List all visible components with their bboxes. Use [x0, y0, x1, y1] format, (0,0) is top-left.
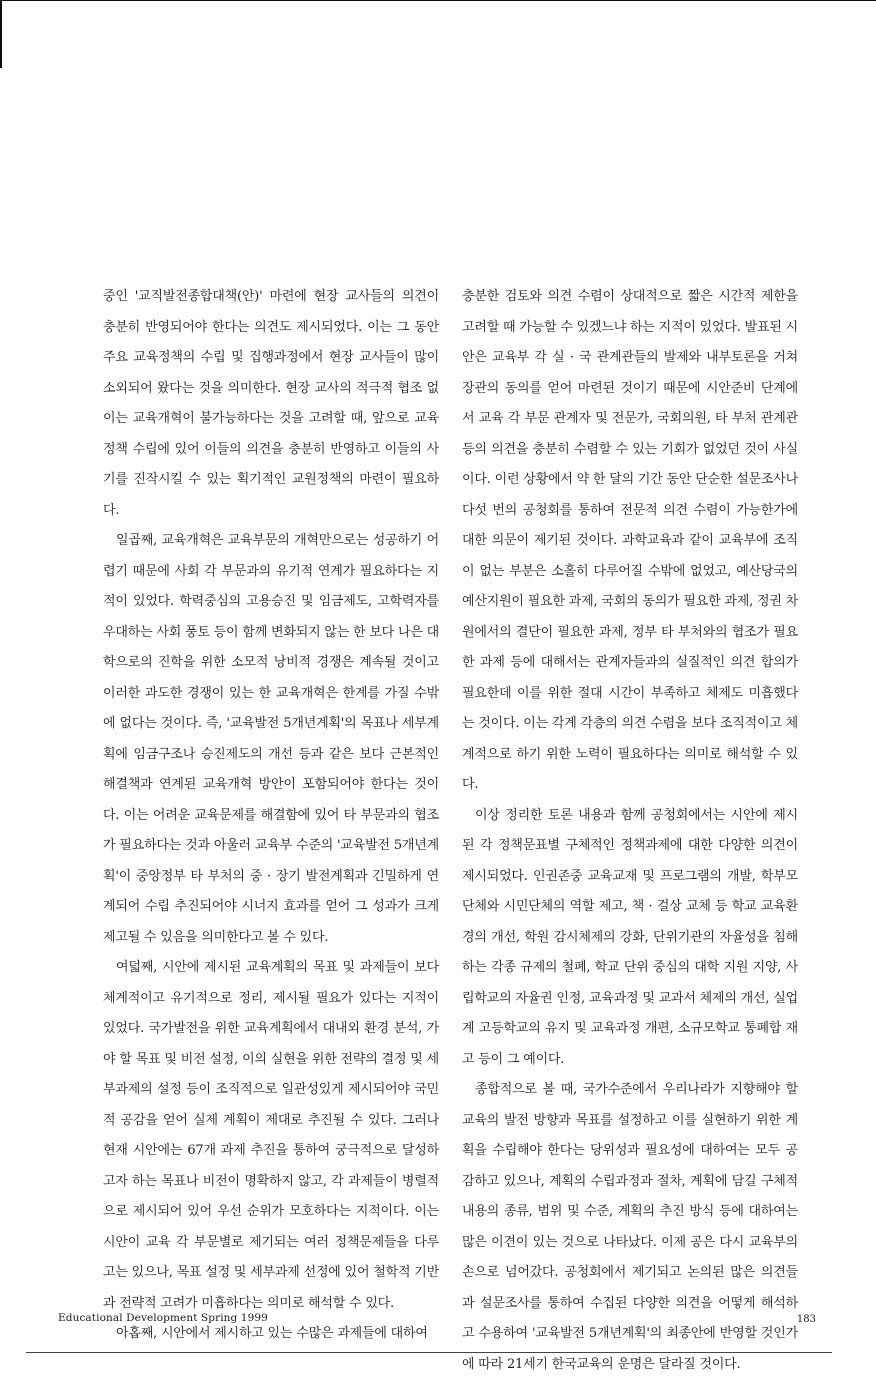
footer-rule: [26, 1352, 832, 1353]
page-left-border: [0, 0, 2, 68]
footer-journal-title: Educational Development Spring 1999: [58, 1312, 268, 1324]
left-column: [103, 282, 439, 1350]
left-paragraph-1: 중인 '교직발전종합대책(안)' 마련에 현장 교사들의 의견이 충분히 반영되어야 한다는 의견도 제시되었다. 이는 그 동안 주요 교육정책의 수립 및 집행과정에서 현장 교사들이 많이 소외되어 왔다는 것을 의미한다. 현장 교사의 적극적 협조 없이는 교육개혁이 불가능하다는 것을 고려할 때, 앞으로 교육 정책 수립에 있어 이들의 의견을 충분히 반영하고 이들의 사기를 진작시킬 수 있는 획기적인 교원정책의 마련이 필요하다.: [103, 289, 439, 518]
right-paragraph-2: 이상 정리한 토론 내용과 함께 공청회에서는 시안에 제시된 각 정책문표별 구체적인 정책과제에 대한 다양한 의견이 제시되었다. 인권존중 교육교재 및 프로그램의 개발, 학부모단체와 시민단체의 역할 제고, 책 · 걸상 교체 등 학교 교육환경의 개선, 학원 감시체제의 강화, 단위기관의 자율성을 침해하는 각종 규제의 철폐, 학교 단위 중심의 대학 지원 지양, 사립학교의 자율권 인정, 교육과정 및 교과서 체제의 개선, 실업계 고등학교의 유지 및 교육과정 개편, 소규모학교 통폐합 재고 등이 그 예이다.: [462, 807, 798, 1067]
page-number: 183: [796, 1314, 816, 1325]
left-paragraph-2: 일곱째, 교육개혁은 교육부문의 개혁만으로는 성공하기 어렵기 때문에 사회 각 부문과의 유기적 연계가 필요하다는 지적이 있었다. 학력중심의 고용승진 및 임금제도, 고학력자를 우대하는 사회 풍토 등이 함께 변화되지 않는 한 보다 나은 대학으로의 진학을 위한 소모적 낭비적 경쟁은 계속될 것이고 이러한 과도한 경쟁이 있는 한 교육개혁은 한계를 가질 수밖에 없다는 것이다. 즉, '교육발전 5개년계획'의 목표나 세부계획에 임금구조나 승진제도의 개선 등과 같은 보다 근본적인 해결책과 연계된 교육개혁 방안이 포함되어야 한다는 것이다. 이는 어려운 교육문제를 해결함에 있어 타 부문과의 협조가 필요하다는 것과 아울러 교육부 수준의 '교육발전 5개년계획'이 중앙정부 타 부처의 중 · 장기 발전계획과 긴밀하게 연계되어 수립 추진되어야 시너지 효과를 얻어 그 성과가 크게 제고될 수 있음을 의미한다고 볼 수 있다.: [103, 533, 439, 945]
right-paragraph-1: 충분한 검토와 의견 수렴이 상대적으로 짧은 시간적 제한을 고려할 때 가능할 수 있겠느냐 하는 지적이 있었다. 발표된 시안은 교육부 각 실 · 국 관계관들의 발제와 내부토론을 거쳐 장관의 동의를 얻어 마련된 것이기 때문에 시안준비 단계에서 교육 각 부문 관계자 및 전문가, 국회의원, 타 부처 관계관 등의 의견을 충분히 수렴할 수 있는 기회가 없었던 것이 사실이다. 이런 상황에서 약 한 달의 기간 동안 단순한 설문조사나 다섯 번의 공청회를 통하여 전문적 의견 수렴이 가능한가에 대한 의문이 제기된 것이다. 과학교육과 같이 교육부에 조직이 없는 부분은 소홀히 다루어질 수밖에 없었고, 예산당국의 예산지원이 필요한 과제, 국회의 동의가 필요한 과제, 정권 차원에서의 결단이 필요한 과제, 정부 타 부처와의 협조가 필요한 과제 등에 대해서는 관계자들과의 실질적인 의견 합의가 필요한데 이를 위한 절대 시간이 부족하고 체제도 미흡했다는 것이다. 이는 각계 각층의 의견 수렴을 보다 조직적이고 체계적으로 하기 위한 노력이 필요하다는 의미로 해석할 수 있다.: [462, 289, 798, 792]
page-top-border: [0, 0, 876, 1]
left-paragraph-4: 아홉째, 시안에서 제시하고 있는 수많은 과제들에 대하여: [116, 1326, 428, 1341]
right-paragraph-3: 종합적으로 볼 때, 국가수준에서 우리나라가 지향해야 할 교육의 발전 방향과 목표를 설정하고 이를 실현하기 위한 계획을 수립해야 한다는 당위성과 필요성에 대하여는 모두 공감하고 있으나, 계획의 수립과정과 절차, 계획에 담길 구체적 내용의 종류, 범위 및 수준, 계획의 추진 방식 등에 대하여는 많은 이견이 있는 것으로 나타났다. 이제 공은 다시 교육부의 손으로 넘어갔다. 공청회에서 제기되고 논의된 많은 의견들과 설문조사를 통하여 수집된 다양한 의견을 어떻게 해석하고 수용하여 '교육발전 5개년계획'의 최종안에 반영할 것인가에 따라 21세기 한국교육의 운명은 달라질 것이다.: [462, 1082, 798, 1372]
right-column: [462, 282, 798, 1380]
left-paragraph-3: 여덟째, 시안에 제시된 교육계획의 목표 및 과제들이 보다 체계적이고 유기적으로 정리, 제시될 필요가 있다는 지적이 있었다. 국가발전을 위한 교육계획에서 대내외 환경 분석, 가야 할 목표 및 비전 설정, 이의 실현을 위한 전략의 결정 및 세부과제의 설정 등이 조직적으로 일관성있게 제시되어야 국민적 공감을 얻어 실제 계획이 제대로 추진될 수 있다. 그러나 현재 시안에는 67개 과제 추진을 통하여 궁극적으로 달성하고자 하는 목표나 비전이 명확하지 않고, 각 과제들이 병렬적으로 제시되어 있어 우선 순위가 모호하다는 지적이다. 이는 시안이 교육 각 부문별로 제기되는 여러 정책문제들을 다루고는 있으나, 목표 설정 및 세부과제 선정에 있어 철학적 기반과 전략적 고려가 미흡하다는 의미로 해석할 수 있다.: [103, 960, 439, 1311]
